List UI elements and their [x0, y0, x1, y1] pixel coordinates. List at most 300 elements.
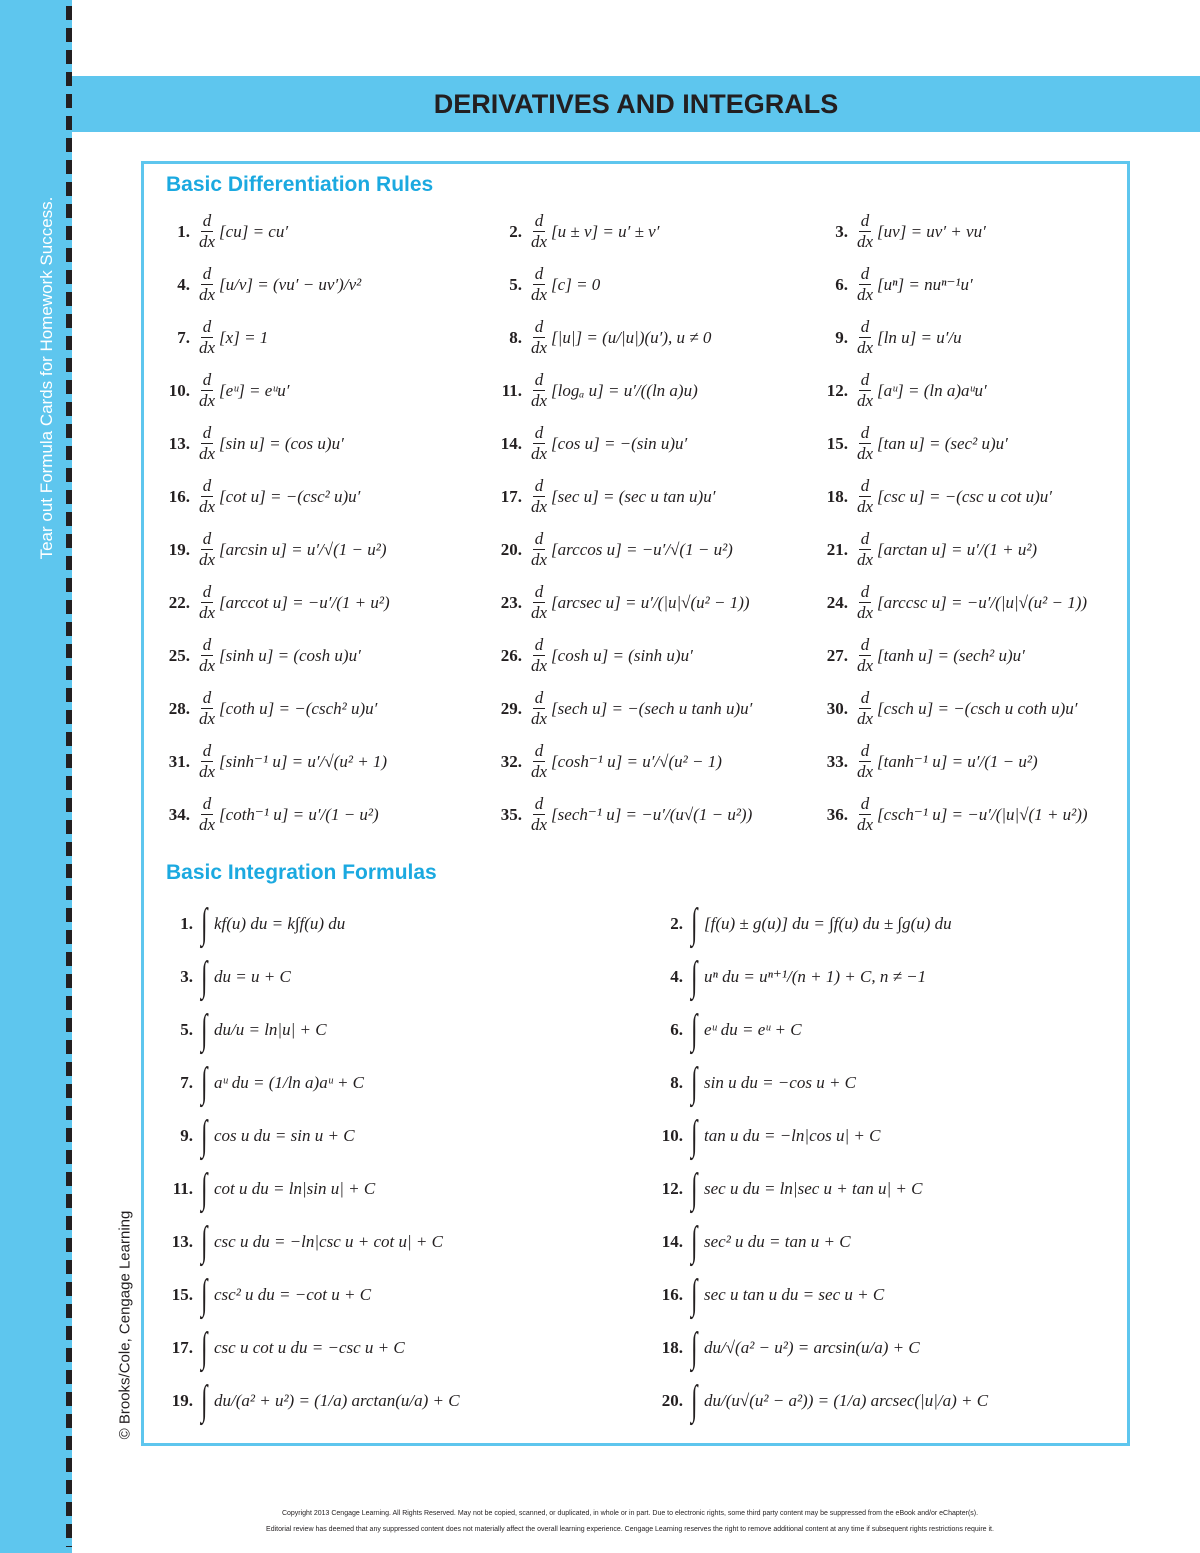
dx-denominator: dx [199, 762, 216, 781]
rule-formula [527, 530, 733, 569]
rule-formula [527, 795, 752, 834]
rule-expression: [coth u] = −(csch² u)u′ [219, 698, 378, 718]
formula-number: 12. [661, 1178, 683, 1198]
formula-expression: du = u + C [214, 966, 291, 986]
derivative-operator [855, 742, 875, 781]
rule-formula [195, 583, 390, 622]
derivative-rule [158, 523, 490, 576]
formula-body [198, 1218, 443, 1265]
derivative-rule [816, 205, 1118, 258]
rule-number: 12. [826, 380, 848, 400]
derivative-operator [529, 212, 549, 251]
rule-formula [853, 371, 987, 410]
derivative-rule [490, 523, 816, 576]
integral-sign: ∫ [691, 1006, 698, 1053]
rule-number: 31. [168, 751, 190, 771]
formula-number: 20. [661, 1390, 683, 1410]
dx-denominator: dx [857, 338, 874, 357]
integration-formulas-grid [158, 897, 1118, 1427]
dx-denominator: dx [531, 232, 548, 251]
formula-body [688, 1006, 802, 1053]
rule-number: 28. [168, 698, 190, 718]
derivative-rule [490, 735, 816, 788]
dx-denominator: dx [857, 656, 874, 675]
rule-number: 10. [168, 380, 190, 400]
derivative-operator [529, 689, 549, 728]
formula-body [198, 1112, 355, 1159]
integral-sign: ∫ [201, 1218, 208, 1265]
side-strip [0, 0, 72, 1553]
dx-denominator: dx [857, 232, 874, 251]
integration-formula [158, 1003, 648, 1056]
rule-formula [195, 212, 288, 251]
formula-body [198, 953, 291, 1000]
formula-body [688, 953, 927, 1000]
formula-expression: du/u = ln|u| + C [214, 1019, 327, 1039]
derivative-operator [197, 318, 217, 357]
rule-expression: [c] = 0 [551, 274, 601, 294]
derivative-operator [197, 530, 217, 569]
formula-number: 14. [661, 1231, 683, 1251]
derivative-rule [490, 576, 816, 629]
rule-expression: [cot u] = −(csc² u)u′ [219, 486, 361, 506]
derivative-rule [816, 470, 1118, 523]
integration-formula [648, 897, 1118, 950]
d-numerator: d [202, 264, 212, 284]
d-numerator: d [860, 794, 870, 814]
formula-expression: uⁿ du = uⁿ⁺¹/(n + 1) + C, n ≠ −1 [704, 966, 927, 986]
rule-number: 17. [500, 486, 522, 506]
formula-number: 7. [180, 1072, 193, 1092]
rule-expression: [u ± v] = u′ ± v′ [551, 221, 660, 241]
d-numerator: d [202, 476, 212, 496]
derivative-rule [816, 258, 1118, 311]
formula-number: 17. [171, 1337, 193, 1357]
d-numerator: d [860, 264, 870, 284]
integration-formula [158, 950, 648, 1003]
rule-expression: [arctan u] = u′/(1 + u²) [877, 539, 1038, 559]
rule-expression: [ln u] = u′/u [877, 327, 962, 347]
rule-formula [195, 795, 379, 834]
rule-number: 16. [168, 486, 190, 506]
rule-formula [527, 689, 752, 728]
d-numerator: d [860, 635, 870, 655]
dx-denominator: dx [531, 285, 548, 304]
footer-copyright-line-1: Copyright 2013 Cengage Learning. All Rights Reserved. May not be copied, scanned, or duplicated, in whole or in part. Due to electronic rights, some third party content may be suppressed from the eBook and/or eChapter(s). [281, 1510, 979, 1517]
formula-body [198, 900, 346, 947]
rule-number: 6. [835, 274, 848, 294]
integration-formula [648, 950, 1118, 1003]
formula-body [688, 1271, 885, 1318]
rule-formula [527, 477, 715, 516]
formula-number: 3. [180, 966, 193, 986]
integration-formula [648, 1056, 1118, 1109]
rule-number: 14. [500, 433, 522, 453]
integration-formula [648, 1215, 1118, 1268]
formula-number: 6. [670, 1019, 683, 1039]
formula-body [688, 1059, 857, 1106]
formula-body [688, 1324, 920, 1371]
formula-expression: [f(u) ± g(u)] du = ∫f(u) du ± ∫g(u) du [704, 913, 952, 933]
dx-denominator: dx [531, 391, 548, 410]
integral-sign: ∫ [691, 953, 698, 1000]
integral-sign: ∫ [691, 1271, 698, 1318]
rule-number: 11. [501, 380, 522, 400]
d-numerator: d [534, 370, 544, 390]
derivative-rule [490, 205, 816, 258]
dx-denominator: dx [531, 709, 548, 728]
d-numerator: d [534, 211, 544, 231]
formula-body [198, 1165, 376, 1212]
rule-expression: [u/v] = (vu′ − uv′)/v² [219, 274, 362, 294]
rule-number: 25. [168, 645, 190, 665]
rule-expression: [logₐ u] = u′/((ln a)u) [551, 380, 698, 400]
derivative-operator [855, 636, 875, 675]
integral-sign: ∫ [691, 1218, 698, 1265]
derivative-rule [816, 682, 1118, 735]
d-numerator: d [534, 635, 544, 655]
rule-formula [195, 530, 387, 569]
integral-sign: ∫ [201, 1006, 208, 1053]
formula-expression: kf(u) du = k∫f(u) du [214, 913, 346, 933]
perforation-line [66, 6, 72, 1547]
rule-expression: [uⁿ] = nuⁿ⁻¹u′ [877, 274, 973, 294]
rule-number: 8. [509, 327, 522, 347]
d-numerator: d [860, 317, 870, 337]
rule-expression: [sech⁻¹ u] = −u′/(u√(1 − u²)) [551, 804, 753, 824]
formula-body [688, 1377, 989, 1424]
rule-expression: [csch⁻¹ u] = −u′/(|u|√(1 + u²)) [877, 804, 1088, 824]
d-numerator: d [860, 370, 870, 390]
rule-expression: [uv] = uv′ + vu′ [877, 221, 986, 241]
rule-formula [195, 371, 290, 410]
rule-number: 22. [168, 592, 190, 612]
d-numerator: d [534, 582, 544, 602]
rule-number: 20. [500, 539, 522, 559]
integration-formula [158, 1268, 648, 1321]
rule-expression: [arccot u] = −u′/(1 + u²) [219, 592, 390, 612]
derivative-operator [855, 212, 875, 251]
d-numerator: d [534, 529, 544, 549]
formula-expression: cot u du = ln|sin u| + C [214, 1178, 376, 1198]
integral-sign: ∫ [201, 900, 208, 947]
derivative-operator [197, 689, 217, 728]
rule-formula [527, 318, 711, 357]
rule-number: 3. [835, 221, 848, 241]
rule-expression: [tan u] = (sec² u)u′ [877, 433, 1008, 453]
integral-sign: ∫ [691, 1324, 698, 1371]
derivative-rule [158, 205, 490, 258]
derivative-rule [816, 364, 1118, 417]
integration-formula [648, 1109, 1118, 1162]
rule-expression: [x] = 1 [219, 327, 269, 347]
rule-number: 1. [177, 221, 190, 241]
d-numerator: d [534, 794, 544, 814]
formula-expression: csc² u du = −cot u + C [214, 1284, 372, 1304]
integral-sign: ∫ [201, 1377, 208, 1424]
rule-formula [527, 742, 722, 781]
derivative-operator [855, 530, 875, 569]
derivative-operator [197, 212, 217, 251]
dx-denominator: dx [857, 603, 874, 622]
formula-number: 4. [670, 966, 683, 986]
derivative-operator [197, 371, 217, 410]
dx-denominator: dx [199, 709, 216, 728]
derivative-operator [529, 636, 549, 675]
formula-number: 19. [171, 1390, 193, 1410]
d-numerator: d [202, 741, 212, 761]
d-numerator: d [860, 688, 870, 708]
rule-number: 7. [177, 327, 190, 347]
derivative-rule [158, 417, 490, 470]
dx-denominator: dx [199, 656, 216, 675]
d-numerator: d [860, 211, 870, 231]
derivative-rule [490, 258, 816, 311]
derivative-operator [529, 318, 549, 357]
integral-sign: ∫ [691, 1059, 698, 1106]
rule-number: 15. [826, 433, 848, 453]
derivative-rule [158, 470, 490, 523]
derivative-rule [158, 311, 490, 364]
formula-expression: aᵘ du = (1/ln a)aᵘ + C [214, 1072, 365, 1092]
rule-formula [853, 742, 1038, 781]
d-numerator: d [202, 317, 212, 337]
rule-formula [195, 742, 387, 781]
integration-heading: Basic Integration Formulas [166, 861, 437, 884]
formula-number: 2. [670, 913, 683, 933]
formula-expression: cos u du = sin u + C [214, 1125, 355, 1145]
derivative-operator [855, 318, 875, 357]
d-numerator: d [534, 317, 544, 337]
formula-body [198, 1059, 365, 1106]
rule-expression: [|u|] = (u/|u|)(u′), u ≠ 0 [551, 327, 712, 347]
rule-number: 33. [826, 751, 848, 771]
rule-number: 34. [168, 804, 190, 824]
derivative-rule [816, 788, 1118, 841]
integral-sign: ∫ [201, 1324, 208, 1371]
derivative-operator [197, 583, 217, 622]
derivative-operator [855, 265, 875, 304]
formula-number: 8. [670, 1072, 683, 1092]
dx-denominator: dx [857, 762, 874, 781]
rule-number: 5. [509, 274, 522, 294]
rule-formula [195, 477, 360, 516]
derivative-operator [529, 583, 549, 622]
integral-sign: ∫ [691, 1165, 698, 1212]
rule-number: 4. [177, 274, 190, 294]
derivative-operator [529, 265, 549, 304]
rule-expression: [sin u] = (cos u)u′ [219, 433, 344, 453]
integration-formula [648, 1321, 1118, 1374]
rule-expression: [cu] = cu′ [219, 221, 289, 241]
formula-number: 11. [172, 1178, 193, 1198]
derivative-rule [158, 735, 490, 788]
derivative-operator [855, 795, 875, 834]
formula-expression: du/(u√(u² − a²)) = (1/a) arcsec(|u|/a) + C [704, 1390, 989, 1410]
footer-copyright-line-2: Editorial review has deemed that any suppressed content does not materially affect the overall learning experience. Cengage Learning reserves the right to remove additional content at any time if subsequent rights restrictions require it. [266, 1526, 994, 1533]
rule-formula [195, 689, 377, 728]
formula-number: 10. [661, 1125, 683, 1145]
derivative-rule [490, 682, 816, 735]
derivative-rule [158, 629, 490, 682]
page-title: DERIVATIVES AND INTEGRALS [433, 88, 839, 119]
rule-expression: [sinh⁻¹ u] = u′/√(u² + 1) [219, 751, 388, 771]
rule-expression: [cosh⁻¹ u] = u′/√(u² − 1) [551, 751, 722, 771]
derivative-operator [197, 424, 217, 463]
rule-expression: [tanh⁻¹ u] = u′/(1 − u²) [877, 751, 1038, 771]
rule-expression: [arccos u] = −u′/√(1 − u²) [551, 539, 733, 559]
rule-formula [853, 265, 973, 304]
derivative-rule [816, 417, 1118, 470]
derivative-rule [490, 470, 816, 523]
derivative-rule [816, 311, 1118, 364]
derivative-rule [816, 735, 1118, 788]
derivative-operator [855, 689, 875, 728]
formula-number: 5. [180, 1019, 193, 1039]
derivative-operator [529, 371, 549, 410]
rule-expression: [tanh u] = (sech² u)u′ [877, 645, 1025, 665]
derivative-operator [197, 795, 217, 834]
derivative-rule [490, 629, 816, 682]
derivative-operator [197, 742, 217, 781]
rule-formula [195, 424, 344, 463]
d-numerator: d [202, 370, 212, 390]
derivative-rule [158, 364, 490, 417]
derivative-operator [855, 371, 875, 410]
derivative-rule [158, 258, 490, 311]
differentiation-rules-grid [158, 205, 1118, 841]
d-numerator: d [534, 476, 544, 496]
dx-denominator: dx [531, 762, 548, 781]
formula-expression: eᵘ du = eᵘ + C [704, 1019, 802, 1039]
dx-denominator: dx [857, 391, 874, 410]
rule-formula [195, 318, 268, 357]
d-numerator: d [202, 529, 212, 549]
rule-expression: [eᵘ] = eᵘu′ [219, 380, 290, 400]
derivative-operator [855, 477, 875, 516]
d-numerator: d [860, 741, 870, 761]
integral-sign: ∫ [201, 953, 208, 1000]
integral-sign: ∫ [691, 1377, 698, 1424]
dx-denominator: dx [199, 815, 216, 834]
derivative-rule [158, 682, 490, 735]
formula-body [688, 1218, 851, 1265]
integration-formula [648, 1162, 1118, 1215]
rule-number: 13. [168, 433, 190, 453]
rule-expression: [arcsec u] = u′/(|u|√(u² − 1)) [551, 592, 750, 612]
rule-expression: [sec u] = (sec u tan u)u′ [551, 486, 716, 506]
dx-denominator: dx [857, 444, 874, 463]
dx-denominator: dx [199, 444, 216, 463]
rule-number: 18. [826, 486, 848, 506]
derivative-rule [490, 364, 816, 417]
derivative-operator [197, 477, 217, 516]
rule-number: 35. [500, 804, 522, 824]
formula-number: 13. [171, 1231, 193, 1251]
derivative-operator [529, 530, 549, 569]
rule-formula [527, 636, 693, 675]
formula-expression: du/√(a² − u²) = arcsin(u/a) + C [704, 1337, 920, 1357]
rule-number: 29. [500, 698, 522, 718]
integral-sign: ∫ [691, 1112, 698, 1159]
formula-number: 18. [661, 1337, 683, 1357]
d-numerator: d [534, 741, 544, 761]
formula-expression: du/(a² + u²) = (1/a) arctan(u/a) + C [214, 1390, 460, 1410]
integration-formula [158, 1321, 648, 1374]
d-numerator: d [202, 211, 212, 231]
d-numerator: d [202, 423, 212, 443]
rule-formula [527, 265, 600, 304]
integral-sign: ∫ [201, 1059, 208, 1106]
dx-denominator: dx [531, 444, 548, 463]
rule-expression: [arcsin u] = u′/√(1 − u²) [219, 539, 387, 559]
rule-expression: [sech u] = −(sech u tanh u)u′ [551, 698, 753, 718]
formula-body [688, 1112, 881, 1159]
formula-body [198, 1377, 460, 1424]
rule-formula [195, 636, 361, 675]
dx-denominator: dx [857, 285, 874, 304]
formula-expression: csc u cot u du = −csc u + C [214, 1337, 405, 1357]
integration-formula [158, 1162, 648, 1215]
integration-formula [158, 1109, 648, 1162]
rule-formula [853, 424, 1008, 463]
derivative-operator [529, 742, 549, 781]
derivative-operator [855, 583, 875, 622]
dx-denominator: dx [531, 550, 548, 569]
dx-denominator: dx [531, 338, 548, 357]
derivative-rule [816, 523, 1118, 576]
rule-expression: [cosh u] = (sinh u)u′ [551, 645, 693, 665]
formula-number: 16. [661, 1284, 683, 1304]
rule-number: 2. [509, 221, 522, 241]
rule-number: 21. [826, 539, 848, 559]
dx-denominator: dx [199, 497, 216, 516]
rule-formula [853, 583, 1087, 622]
formula-expression: sec u tan u du = sec u + C [704, 1284, 885, 1304]
rule-expression: [csc u] = −(csc u cot u)u′ [877, 486, 1052, 506]
rule-number: 23. [500, 592, 522, 612]
integral-sign: ∫ [201, 1165, 208, 1212]
rule-formula [853, 212, 986, 251]
integration-formula [158, 1374, 648, 1427]
d-numerator: d [202, 794, 212, 814]
rule-expression: [aᵘ] = (ln a)aᵘu′ [877, 380, 987, 400]
rule-number: 30. [826, 698, 848, 718]
dx-denominator: dx [199, 232, 216, 251]
integration-formula [158, 897, 648, 950]
dx-denominator: dx [857, 815, 874, 834]
dx-denominator: dx [531, 603, 548, 622]
derivative-operator [197, 265, 217, 304]
side-strip-text: Tear out Formula Cards for Homework Success. [37, 196, 56, 560]
derivative-rule [490, 417, 816, 470]
dx-denominator: dx [531, 497, 548, 516]
formula-body [198, 1324, 405, 1371]
rule-expression: [coth⁻¹ u] = u′/(1 − u²) [219, 804, 379, 824]
derivative-rule [158, 788, 490, 841]
derivative-rule [158, 576, 490, 629]
rule-formula [527, 583, 750, 622]
integral-sign: ∫ [201, 1271, 208, 1318]
formula-expression: csc u du = −ln|csc u + cot u| + C [214, 1231, 443, 1251]
rule-formula [853, 530, 1037, 569]
derivative-rule [816, 629, 1118, 682]
rule-formula [195, 265, 361, 304]
rule-number: 9. [835, 327, 848, 347]
formula-expression: sec u du = ln|sec u + tan u| + C [704, 1178, 923, 1198]
title-band [72, 76, 1200, 132]
copyright-vertical: © Brooks/Cole, Cengage Learning [116, 1210, 134, 1440]
